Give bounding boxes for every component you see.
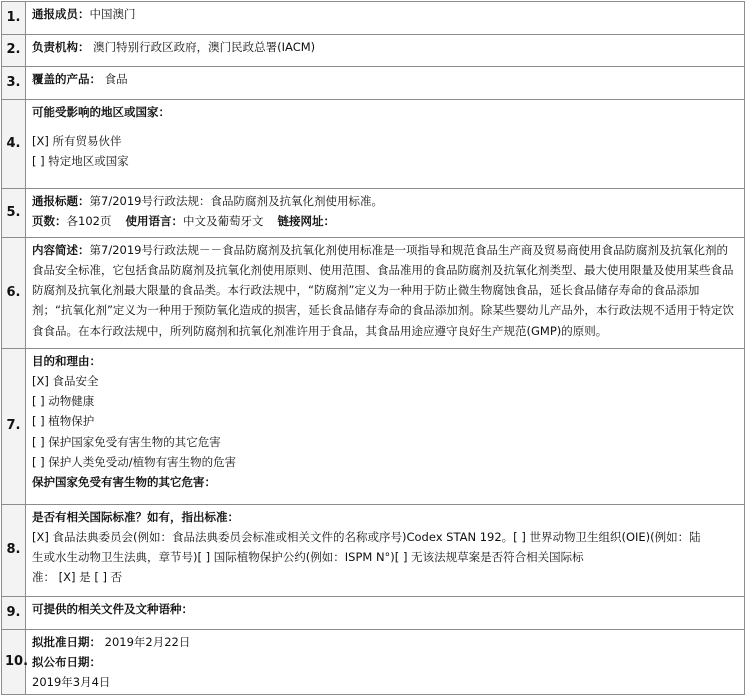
row-dates — [2, 630, 745, 695]
notification-table — [1, 1, 745, 695]
conformity-value: [X] 是 [ ] 否 — [58, 570, 123, 585]
publication-date-value: 2019年3月4日 — [32, 675, 111, 690]
field-label: 是否有相关国际标准？如有，指出标准： — [32, 510, 239, 524]
row-notifying-member — [2, 2, 745, 35]
row-number: 9. — [2, 597, 26, 630]
row-body — [26, 2, 745, 35]
row-body — [26, 597, 745, 630]
language-label: 使用语言： — [125, 214, 183, 229]
row-number: 5. — [2, 189, 26, 238]
field-label: 可提供的相关文件及文种语种： — [32, 602, 193, 616]
standard-line-2: 生或水生动物卫生法典，章节号)[ ] 国际植物保护公约(例如：ISPM N°)[ ] 无该法规草案是否符合相关国际标 — [32, 550, 584, 565]
link-label: 链接网址： — [277, 214, 335, 229]
field-label: 覆盖的产品： — [32, 72, 101, 86]
option-human-protection: [ ] 保护人类免受动/植物有害生物的危害 — [32, 454, 237, 469]
field-value: 第7/2019号行政法规－－食品防腐剂及抗氧化剂使用标准是一项指导和规范食品生产商及贸易商使用食品防腐剂及抗氧化剂的食品安全标准，它包括食品防腐剂及抗氧化剂使用原则、使用范围、食品准用的食品防腐剂及抗氧化剂类型、最大使用限量及使用某些食品防腐剂及抗氧化剂最大限量的食品类。本行政法规中，“防腐剂”定义为一种用于防止微生物腐蚀食品，延长食品储存寿命的食品添加剂；“抗氧化剂”定义为一种用于预防氧化造成的损害，延长食品储存寿命的食品添加剂。除某些婴幼儿产品外，本行政法规不适用于特定饮食食品。在本行政法规中，所列防腐剂和抗氧化剂准许用于食品，其食品用途应遵守良好生产规范(GMP)的原则。 — [32, 243, 734, 338]
field-value: 澳门特别行政区政府，澳门民政总署(IACM) — [93, 40, 316, 54]
field-value: 第7/2019号行政法规：食品防腐剂及抗氧化剂使用标准。 — [89, 194, 383, 208]
row-number: 2. — [2, 35, 26, 67]
field-label: 通报标题： — [32, 194, 90, 208]
row-summary — [2, 238, 745, 349]
option-specific-regions: [ ] 特定地区或国家 — [32, 154, 129, 169]
row-title — [2, 189, 745, 238]
field-label: 目的和理由： — [32, 354, 101, 368]
row-body — [26, 238, 745, 349]
pages-value: 各102页 — [66, 214, 112, 229]
row-body — [26, 505, 745, 597]
row-number: 10. — [2, 630, 26, 695]
row-number: 4. — [2, 100, 26, 189]
adoption-date-value: 2019年2月22日 — [104, 635, 191, 649]
row-body — [26, 630, 745, 695]
conformity-label: 准： — [32, 570, 55, 585]
row-body — [26, 67, 745, 100]
adoption-date-label: 拟批准日期： — [32, 635, 101, 649]
extra-label: 保护国家免受有害生物的其它危害： — [32, 474, 216, 489]
standard-line-1: [X] 食品法典委员会(例如：食品法典委员会标准或相关文件的名称或序号)Codex STAN 192。[ ] 世界动物卫生组织(OIE)(例如：陆 — [32, 530, 701, 545]
row-agency — [2, 35, 745, 67]
publication-date-label: 拟公布日期： — [32, 655, 101, 670]
field-value: 中国澳门 — [89, 7, 136, 21]
option-food-safety: [X] 食品安全 — [32, 374, 99, 389]
row-number: 6. — [2, 238, 26, 349]
row-number: 3. — [2, 67, 26, 100]
notification-document — [0, 1, 746, 695]
row-documents — [2, 597, 745, 630]
option-all-partners: [X] 所有贸易伙伴 — [32, 134, 122, 149]
row-objective — [2, 349, 745, 505]
row-number: 1. — [2, 2, 26, 35]
row-number: 8. — [2, 505, 26, 597]
option-animal-health: [ ] 动物健康 — [32, 394, 95, 409]
row-intl-standard — [2, 505, 745, 597]
field-label: 可能受影响的地区或国家： — [32, 105, 170, 119]
option-other-hazards: [ ] 保护国家免受有害生物的其它危害 — [32, 434, 221, 449]
row-body — [26, 189, 745, 238]
row-body — [26, 100, 745, 189]
option-plant-protection: [ ] 植物保护 — [32, 414, 95, 429]
pages-label: 页数： — [32, 214, 67, 229]
row-body — [26, 35, 745, 67]
row-products — [2, 67, 745, 100]
field-label: 内容简述： — [32, 243, 90, 257]
field-value: 食品 — [104, 72, 128, 86]
field-label: 负责机构： — [32, 40, 90, 54]
field-label: 通报成员： — [32, 7, 90, 21]
row-number: 7. — [2, 349, 26, 505]
row-regions — [2, 100, 745, 189]
language-value: 中文及葡萄牙文 — [182, 214, 264, 229]
row-body — [26, 349, 745, 505]
